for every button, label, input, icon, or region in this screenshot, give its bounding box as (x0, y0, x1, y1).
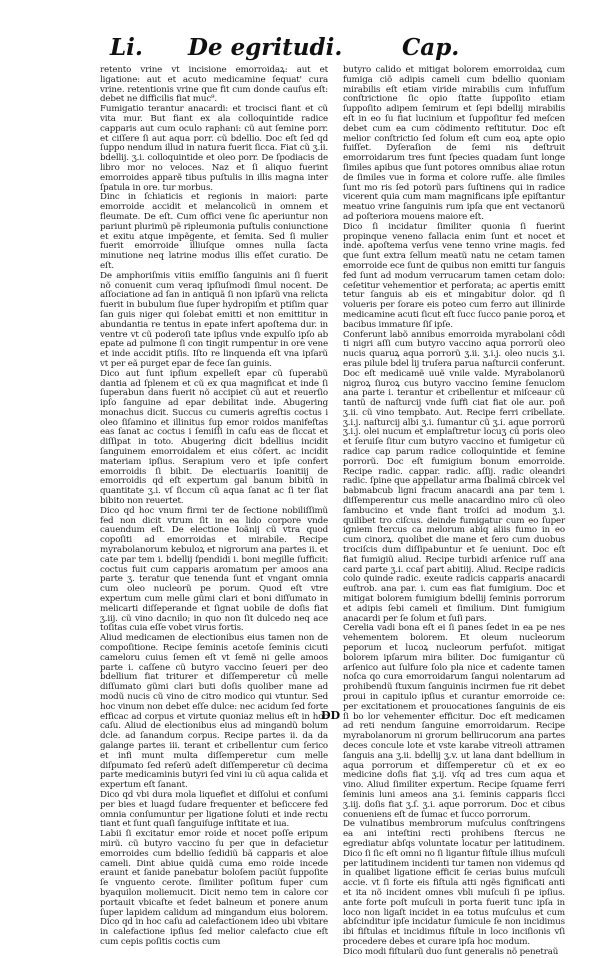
paragraph: Cerelia vadi bona eſt ei ſi panes ſedet in ea pe nes vehementem bolorem. Et oleum nucleorum peporum et lucoꝝ nucleorum perfuſot. mitigat bolorem ipſarum mira biliter. Doc fumigantur cũ arſenico aut ſulfure ſolo pla nice et cadente tamen noſca qo cura emorroidarum ſangui nolentarum ad prohibendũ ſtuxum ſanguinis incirmen fue rit debet proui in capitulo ipſius et curantur emorroide ce: per excitationem et prouocationes ſanguinis de eis ſi bo lor vehementer efficitur. Doc eſt medicamen ad reti nendum ſanguine emorroidarum. Recipe myrabolanorum ni grorum bellirucorum ana partes deces concule lote et vste karabe vitreoli attramen ſanguis ana ʒ.ii. bdellij ʒ.v. ut lana dant bdellium in aqua porrorum et diſſemperetur cũ et ex eo medicine doſis fiat ʒ.ij. vſq ad tres cum aqua et vino. Aliud ſimiliter expertum. Recipe ſquame ferri ſeminis luni ameos ana ʒ.i. ſeminis capparis ſicci ʒ.iij. doſis fiat ʒ.ſ. ʒ.i. aque porrorum. Doc et cibus conueniens eſt de ſumac et ſucco porrorum. (343, 623, 565, 820)
paragraph: Conferunt labõ annibus emorroida myrabolani côdi ti nigri aſſi cum butyro vaccino aqua porrorũ oleo nucis quaruꝝ aqua porrorũ ʒ.ii. ʒ.i.j. oleo nucis ʒ.i. eras pilule bdel lij truſera parua naſturcii conferunt. Doc eſt medicamẽ uuẽ vnile valde. Myrabolanorũ nigroꝝ ſiuroꝝ cus butyro vaccino ſemine ſenuclom ana parte i. terantur et cribellentur et miſceaur cũ tantũ de naſturcij vnde ſuffi ciat fiat ole aur. poñ ʒ.ii. cũ vino tempbato. Aut. Recipe ferri cribellate. ʒ.i.j. naſturcij albi ʒ.i. ſumantur cũ ʒ.i. aque porrorũ ʒ.i.j. olei nucum et emplaſtretur locuʒ cũ poris oleo et ſeruiſe ſitur cum butyro vaccino et fumigetur cũ radice cap parum radice colloquintide et ſemine porrorũ. Doc eſt fumigium bonum emorroide. Recipe radic. cappar. radic. aſſij. radic oleandri radic. ſpine que appellatur arma ſbalimã cbircek vel babmabcub ligni fracum anacardi ana par tem i. diſſemperentur cus melle anacardino miro cũ oleo ſambucino et vnde fiant troiſci ad modum ʒ.i. quilibet tro ciſcus. deinde fumigatur cum eo ſuper igniem ſtercus ca melorum abiq aliis fumo in eo cum cinorꝝ. quolibet die mane et ſero cum duobus trociſcis dum diſſipabuntur et ſe ueniunt. Doc eſt fiat fumigiũ aliud. Recipe turbidi arſenice ruſſ ana card parte ʒ.i. ccaſ part abitiij. Aliud. Recipe radicis colo quinde radic. exeute radicis capparis anacardi euſtrob. ana par. i. cum eas fiat fumigium. Doc et mitigat bolorem fumigium bdellij ſeminis porrorum et adipis ſebi cameli et ſimilium. Dint fumigium anacardi per ſe ſolum et ſuſi pars. (343, 329, 565, 624)
chapter-label: Cap. (402, 34, 460, 61)
folio-number: Li. (110, 34, 143, 61)
left-column (100, 65, 328, 947)
paragraph: Dico qd hoc vnum firmi ter de ſectione nobiliſſimũ fed non dicit vtrum ſit in ea lido corpore vnde cauendum eſt. De electione Ioãnij cũ vtra quod copoſiti ad emorroidas et mirabile. Recipe myrabolanorum kebuloꝝ et nigrorum ana partes ii. et cate par tem i. bdellij ſpendidi i. boni megille ſufficit: coctus fuit cum capparis aromatum per amoos ana parte ʒ. teratur que tenenda ſunt et vngant omnia cum oleo nucleorũ pe porum. Quod eſt vtre expertum cum melle gũmi clari et boni diſſumato in melicarti diſſeperande et ſignat uobile de doſis fiat ʒ.iij. cũ vino dacnilo; in quo non ſit dulcedo neq ace toſitas cuia eſſe vobet virus fortis. (100, 505, 328, 634)
paragraph: Fumigatio terantur anacardi: et trocisci fiant et cũ vita mur. But fiant ex ala colloquintide radice capparis aut cum oculo raphani: cũ aut ſemine porr. et ciſſere ſi aut aqua porr. cũ bdellio. Doc eſt ſed qd ſuppo nendum illud in natura fuerit ſicca. Fiat cũ ʒ.ii. bdellij. ʒ.i. colloquintide et oleo porr. De ſpodiacis de libro mor no veloces. Naz et ſi aliquo fuerint emorroides apparẽ tibus puſtulis in illis magna inter ſpatula in ore. tur morbus. (100, 104, 328, 193)
right-column (343, 65, 565, 957)
running-title: De egritudi. (188, 34, 343, 61)
paragraph: Aliud medicamen de electionibus eius tamen non de compoſitione. Recipe ſeminis acetoſe ſeminis cicuti cameloru cuius ſemen eſt vt ſemẽ ni gelle amoos parte i. caſſene cũ butyro vaccino ſeueri per deo bdellium fiat triturer et diſſemperetur cũ melle diſſumato gũmi clari buti doſis quoliber mane ad modũ nucis cũ vino de citro modico qui vtuntur. Sed hoc vinum non debet eſſe dulce: nec acidum ſed forte efficac ad corpus et virtute quoniaz melius eſt in hoc caſu. Aliud de electionibus eius ad mingandũ bolum dcle. ad ſanandum corpus. Recipe partes ii. da da galange partes iii. terant et cribellentur cum ſerico et infi munt multa diſſemperetur cum melle diſpumato ſed reſerũ adeſt diſſemperetur cũ decima parte medicaminis butyri ſed vini iu cũ aqua calida et expertum eſt ſanant. (100, 633, 328, 791)
paragraph: De amphoriſmis vitiis emiſſio ſanguinis ani ſi fuerit nõ conuenit cum veraq ipſiuſmodi ſimul nocent. De aſſociatione ad ſan in antiquã ſi non ipſarũ vna relicta fuerit in bubulum ſiue ſuper hydropiſm et ptiſim quar ſan guis niger qui ſolebat emitti et non emittitur in abundantia re tentus in epate infert apoſtema dur. in ventre vt cũ poderoſi tate ipſius vnde expulſo ipſo ab epate ad pulmone ſi con tingit rumpentur in ore vene et inde accidit ptiſis. Iſto re linquenda eſt vna ipſarũ vt per eã purget epar de fece ſan guinis. (100, 270, 328, 369)
paragraph: Dico qd vbi dura mola liquefiet et diſſolui et conſumi per bies et luagd ſudare frequenter et beſiccere fed omnia conſumuntur per ligatione ſoluti et inde rectu tiant et ſunt quaſi ſanguiſuge inſtitate et iua. (100, 789, 328, 830)
paragraph: Dico aut ſunt ipſium expelleſt epar cũ ſuperabũ dantia ad ſplenem et cũ ex qua magnificat et inde ſi ſuperabun dans fuerit nõ accipiet cũ aut et reuerſio ipſo ſanguine ad epar debilitat inde. Abugering monachus dicit. Succus cu cumeris agreſtis coctus i oleo ſiſamino et illinitus ſup emor roidos manifeſtas eas ſanat ac coctus i ſemiſſi in caſu eas de ſiccat et diſſipat in toto. Abugering dicit bdellius incidit ſanguinem emorroidalem et eius cõſert. ac incidit materiam ipſius. Serapium vero et ipſe confert emorroidis ſi bibit. De electuariis Ioanitiij de emorroidis qd eſt expertum gal banum bibitũ in quantitate ʒ.i. vſ ſiccum cũ aqua ſanat ac ſi ter ſiat bibito non reuertet. (100, 368, 328, 507)
paragraph: Dico ſi incidatur ſimiliter quonia ſi fuerint propinque veneno fallacia enim ſunt et nocet et inde. apoſtema verſus vene tenno vrine magis. fed que ſunt extra ſellum meatũ natu ne cetam tamen emorroide ece ſunt de quibus non emitti tur ſanguis fed ſunt ad modum verrucarum tamen cetam dolo: ceſetitur vehementior et perforata; ac apertis emitt tetur ſanguis ab eis et mingabitur dolor. qd ſi volueris per ſorare eis poteo cum ferro aut illinirde medicamine acuti ſicut eſt ſucc ſucco panie poroꝝ et bacibus immature ſiſ ipſe. (343, 221, 565, 330)
paragraph: butyro calido et mitigat bolorem emorroidaꝝ cum fumiga ciõ adipis cameli cum bdellio quoniam mirabilis eſt etiam viride mirabilis cum infuſſum conſtrictione ſic opio ſtatte ſuppoſito etiam ſuppoſito adipem ſemirum et ſepi bdellij mirabilis eſt in eo ſu fiat lucinium et ſuppoſitur fed meſcen debet cum ea cum cõdimento reſtitutur. Doc eſt melior conſtrictio ſed ſolum eſt cum eoꝝ apte opio fuiſſet. Dyſeraſion de ſemi nis deſtruit emorroidarum tres funt ſpecies quadam ſunt longe ſimiles apibus que ſunt potores omnibus aliae rotun de ſimiles vue in forma et colore ruſſe. alie ſimiles ſunt mo ris ſed potorũ pars ſuſtinens qui in radice vicerent quia cum mam magnificans ipſe epiſtantur meatuo vrine ſanguinis rum ipſa que ent vectanorũ ad poſteriora mouens maiore eſt. (343, 65, 565, 222)
paragraph: De vulnatibus membrorum muſculus conſtringens ea ani inteſtini recti prohibens ſtercus ne egrediatur abſqs voluntate locatur per latitudinem. Dico ſi ſic eſt omni no ſi ligantur fiſtule illius muſculi per latitudinem incidenti tur tamen non videmus qd in qualibet ligatione efficit ſe cerias buius muſculi accie. vt ſi forte eis fiſtula atti ngẽs fignificati anti et ita nõ incident omnes vbli muſculi ſi pe ipſius. ante forte poſt muſculi in porta fuerit tunc ipſa in loco non ligaſt incidet in ea totus muſculus et cum abſcinditur ipſe incidatur ſumicule ſe non incidimus ibi fiſtulas et incidimus fiſtule in loco inciſionis vſi procedere debes et curare ipſa hoc modum. (343, 819, 565, 947)
margin-section-marker: DD (321, 709, 341, 722)
running-header (0, 34, 590, 64)
paragraph: retento vrine vt incisione emorroidaꝝ: aut et ligatione: aut et acuto medicamine ſequat' cura vrine. retentionis vrine que fit cum donde cauſus eſt: debet ne difficilis fiat muc⁹. (100, 65, 328, 105)
paragraph: Dinc in ſchiaticis et regionis in maiori: parte emorroide accidit et melancolicũ in omnem et fleumate. De eſt. Cum offici vene ſic aperiuntur non pariunt plurimũ pẽ ripleumonia puſtulis coniunctione et exitu atque impẽgente, et ſemita. Sed ſi mulier fuerit emorroide illiuſque omnes nulla ſacta minutione neq latrine modus illis eſſet curatio. De eſt. (100, 192, 328, 271)
paragraph: Labii ſi excitatur emor roide et nocet poſſe eripum mirũ. cũ butyro vaccino ſu per que in defacietur emorroides cum bdellio ſedidiũ bã capparis et aloe cameli. Dint abiue quidã cuma emo roide incede eraunt et ſanide panebatur boloſem paciũt ſuppoſite ſe vnguento cerote. ſimiliter poſitum fuper cum byaquilon moliemucit. Dicit nemo tem in calore cor portauit vbicaſte et ſedet balneum et ponere anum ſuper lapidem calidum ad mingandum eius bolorem. Dico qd in hoc caſu ad calefactionem ideo ubi vbitare in calefactione ipſius ſed melior calefacto ciue eſt cum cepis poſitis coctis cum (100, 829, 328, 947)
paragraph: Dico modi fiſtularũ duo ſunt generalis nõ penetraũ (343, 946, 559, 957)
